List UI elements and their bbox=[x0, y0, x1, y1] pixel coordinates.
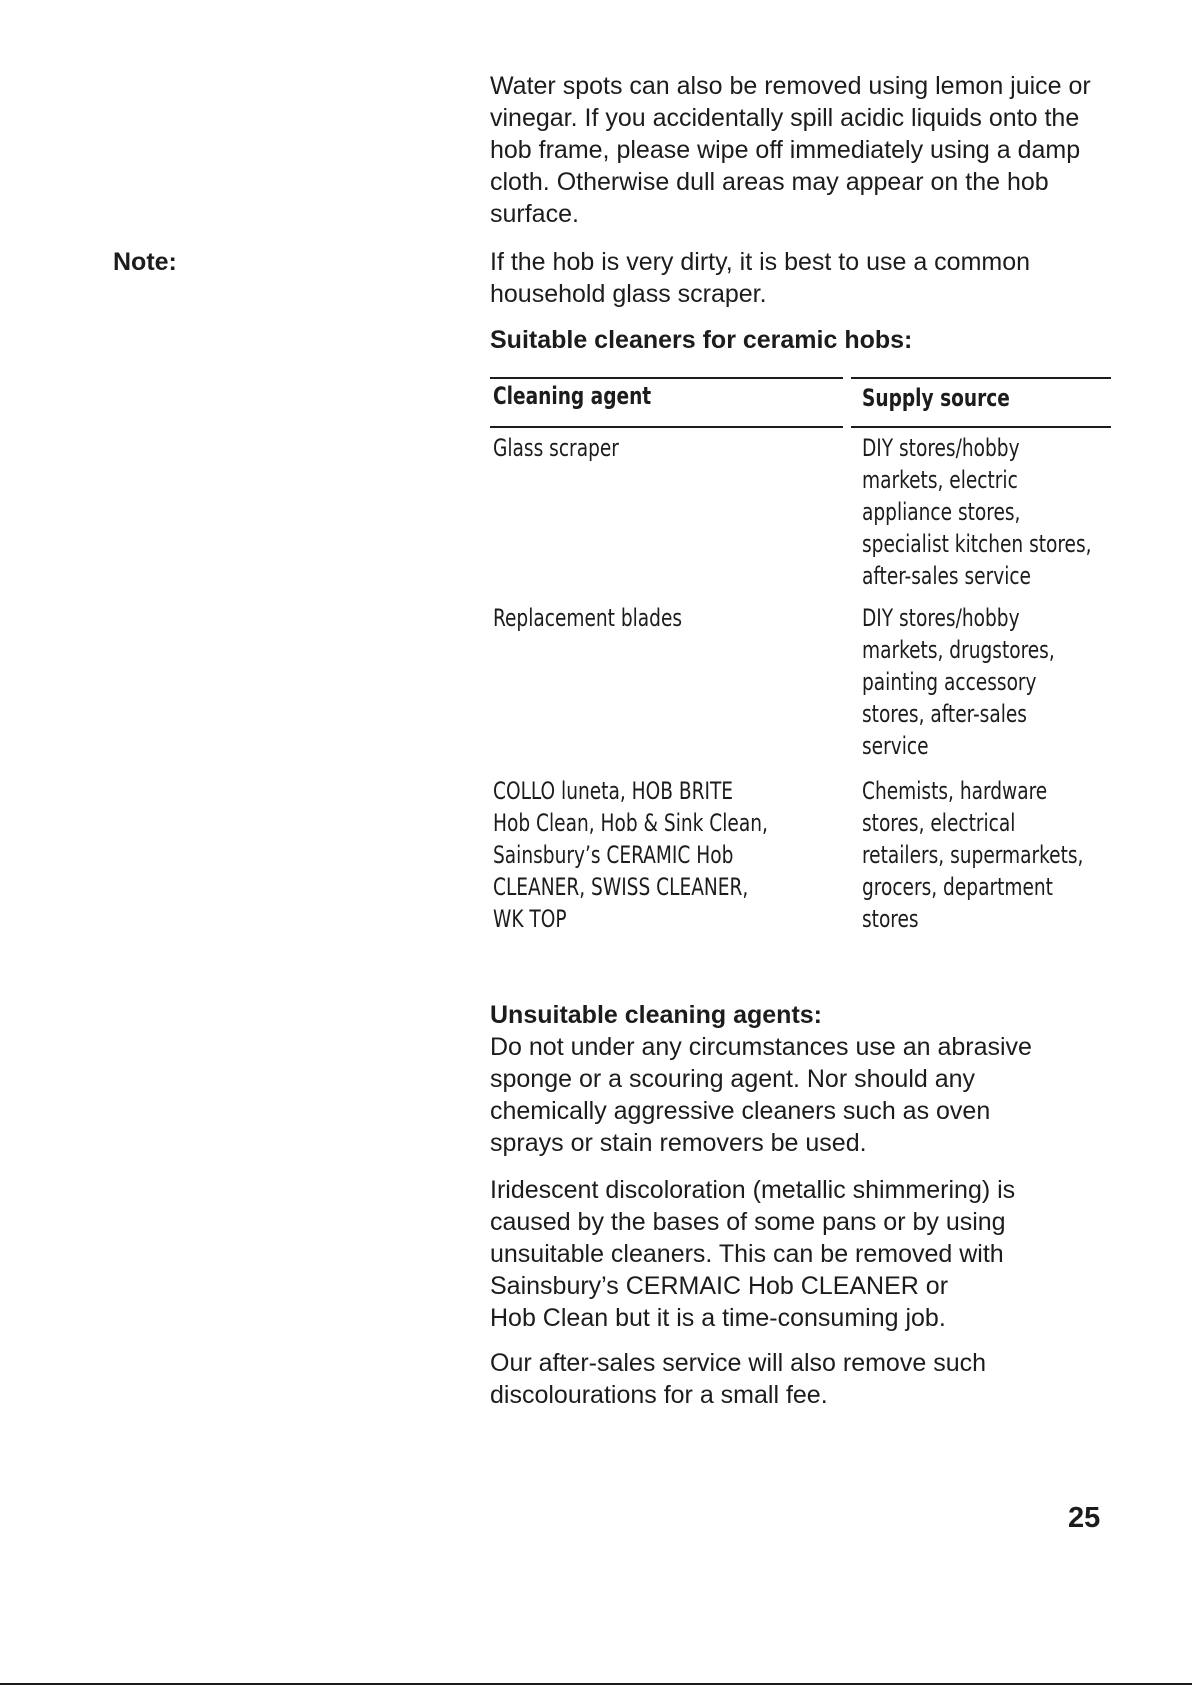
intro-paragraph: Water spots can also be removed using lemon juice or vinegar. If you accidentally spill acidic liquids onto the hob frame, please wipe off immediately using a damp cloth. Otherwise dull areas may appear on the hob surface. bbox=[490, 72, 1091, 228]
cell-agent: COLLO luneta, HOB BRITE Hob Clean, Hob & Sink Clean, Sainsbury’s CERAMIC Hob CLEANER, SWISS CLEANER, WK TOP bbox=[493, 777, 768, 933]
unsuitable-text: Do not under any circumstances use an abrasive sponge or a scouring agent. Nor should any chemically aggressive cleaners such as oven sprays or stain removers be used. bbox=[490, 1033, 1032, 1157]
cell-source: DIY stores/hobby markets, drugstores, painting accessory stores, after-sales service bbox=[862, 604, 1055, 760]
cell-source: Chemists, hardware stores, electrical retailers, supermarkets, grocers, department stores bbox=[862, 777, 1084, 933]
header-cleaning-agent: Cleaning agent bbox=[493, 382, 652, 410]
note-text: If the hob is very dirty, it is best to use a common household glass scraper. bbox=[490, 248, 1031, 308]
note-label: Note: bbox=[113, 248, 177, 276]
cell-agent: Glass scraper bbox=[493, 434, 619, 462]
cleaners-table bbox=[490, 377, 1111, 945]
table-row bbox=[490, 775, 1111, 945]
column-gap bbox=[843, 377, 851, 428]
service-paragraph: Our after-sales service will also remove such discolourations for a small fee. bbox=[490, 1349, 986, 1409]
unsuitable-heading: Unsuitable cleaning agents: bbox=[490, 1001, 823, 1029]
cell-agent: Replacement blades bbox=[493, 604, 683, 632]
table-header bbox=[490, 377, 1111, 428]
header-supply-source: Supply source bbox=[862, 384, 1010, 412]
cell-source: DIY stores/hobby markets, electric appliance stores, specialist kitchen stores, after-sales service bbox=[862, 434, 1092, 590]
table-row bbox=[490, 602, 1111, 775]
iridescent-paragraph: Iridescent discoloration (metallic shimmering) is caused by the bases of some pans or by using unsuitable cleaners. This can be removed with Sainsbury’s CERMAIC Hob CLEANER or Hob Clean but it is a time-consuming job. bbox=[490, 1176, 1016, 1332]
page-number: 25 bbox=[1068, 1502, 1101, 1534]
suitable-cleaners-heading: Suitable cleaners for ceramic hobs: bbox=[490, 326, 913, 354]
table-row bbox=[490, 428, 1111, 602]
